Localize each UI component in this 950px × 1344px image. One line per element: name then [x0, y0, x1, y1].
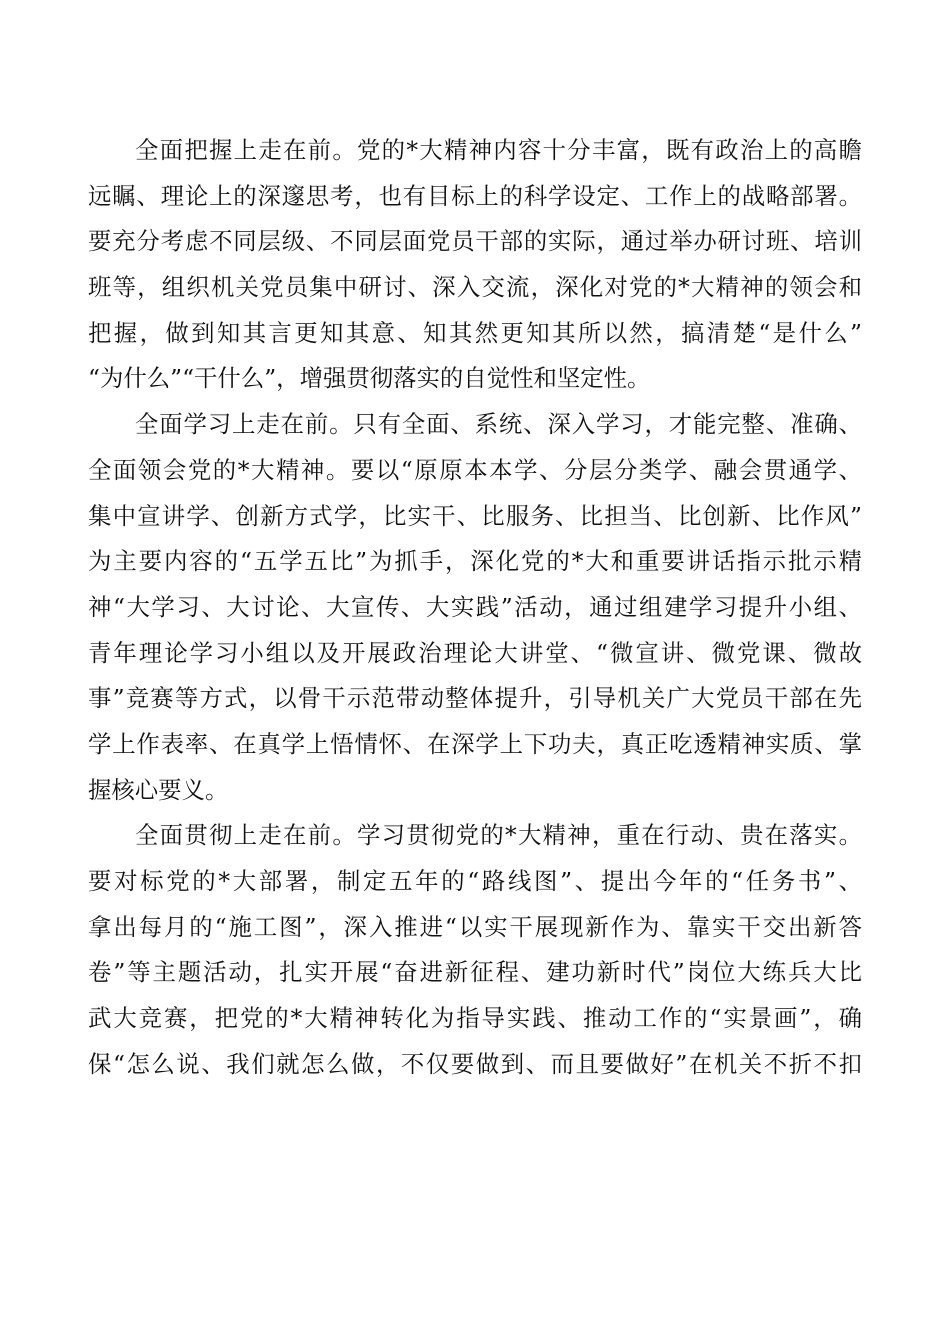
paragraph-1	[88, 128, 862, 402]
text-line: “为什么”“干什么”，增强贯彻落实的自觉性和坚定性。	[88, 364, 651, 393]
document-body	[88, 128, 862, 1087]
text-line: 青年理论学习小组以及开展政治理论大讲堂、“微宣讲、微党课、微故	[88, 638, 862, 667]
text-line: 神“大学习、大讨论、大宣传、大实践”活动，通过组建学习提升小组、	[88, 592, 862, 621]
text-line: 学上作表率、在真学上悟情怀、在深学上下功夫，真正吃透精神实质、掌	[88, 729, 862, 758]
text-line: 全面把握上走在前。党的*大精神内容十分丰富，既有政治上的高瞻	[135, 136, 862, 164]
text-line: 把握，做到知其言更知其意、知其然更知其所以然，搞清楚“是什么”	[88, 318, 862, 347]
text-line: 为主要内容的“五学五比”为抓手，深化党的*大和重要讲话指示批示精	[88, 547, 862, 576]
text-line: 集中宣讲学、创新方式学，比实干、比服务、比担当、比创新、比作风”	[88, 501, 862, 530]
text-line: 拿出每月的“施工图”，深入推进“以实干展现新作为、靠实干交出新答	[88, 912, 862, 941]
text-line: 武大竞赛，把党的*大精神转化为指导实践、推动工作的“实景画”，确	[88, 1004, 862, 1033]
text-line: 要对标党的*大部署，制定五年的“路线图”、提出今年的“任务书”、	[88, 867, 862, 895]
text-line: 保“怎么说、我们就怎么做，不仅要做到、而且要做好”在机关不折不扣	[88, 1049, 862, 1078]
text-line: 要充分考虑不同层级、不同层面党员干部的实际，通过举办研讨班、培训	[88, 227, 862, 256]
text-line: 班等，组织机关党员集中研讨、深入交流，深化对党的*大精神的领会和	[88, 273, 862, 302]
text-line: 事”竞赛等方式，以骨干示范带动整体提升，引导机关广大党员干部在先	[88, 684, 862, 713]
text-line: 握核心要义。	[88, 775, 229, 804]
text-line: 卷”等主题活动，扎实开展“奋进新征程、建功新时代”岗位大练兵大比	[88, 958, 862, 987]
text-line: 全面领会党的*大精神。要以“原原本本学、分层分类学、融会贯通学、	[88, 455, 862, 484]
text-line: 全面贯彻上走在前。学习贯彻党的*大精神，重在行动、贵在落实。	[135, 821, 862, 850]
text-line: 远瞩、理论上的深邃思考，也有目标上的科学设定、工作上的战略部署。	[88, 181, 862, 210]
paragraph-2	[88, 402, 862, 813]
paragraph-3	[88, 813, 862, 1087]
text-line: 全面学习上走在前。只有全面、系统、深入学习，才能完整、准确、	[135, 410, 862, 439]
